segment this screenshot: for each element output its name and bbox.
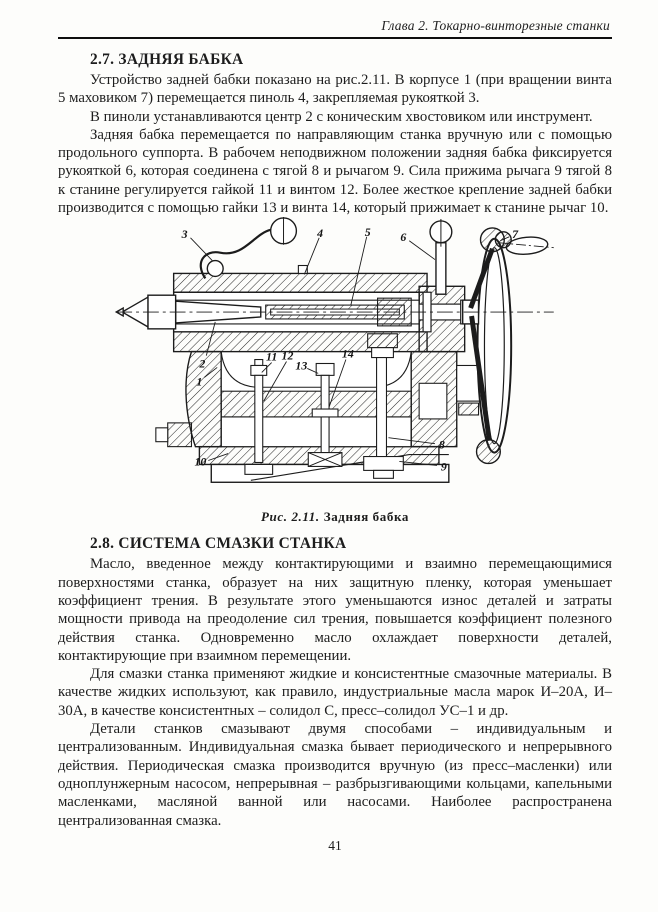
figure-caption-text: Задняя бабка	[323, 509, 409, 525]
figure-caption	[58, 509, 612, 525]
figure-callout-8: 8	[438, 437, 445, 452]
figure-callout-1: 1	[196, 374, 203, 389]
section-2-8-title: 2.8. СИСТЕМА СМАЗКИ СТАНКА	[90, 535, 347, 553]
running-header	[58, 18, 612, 34]
figure-callout-5: 5	[364, 225, 371, 240]
lever-bracket	[457, 366, 481, 415]
locking-handle	[430, 219, 452, 294]
section-2-7-title: 2.7. ЗАДНЯЯ БАБКА	[90, 51, 244, 68]
figure-callout-4: 4	[317, 226, 324, 241]
tailstock-body	[116, 217, 554, 482]
adjusting-screw	[156, 423, 192, 447]
paragraph: Задняя бабка перемещается по направляющим станка вручную или с помощью продольного суппорта. В рабочем неподвижном положении задняя бабка фиксируется рукояткой 6, которая соединена с тягой 8 и рычагом 9. Сила прижима рычага 9 тягой 8 к станине регулируется гайкой 11 и винтом 12. Более жесткое крепление задней бабки производится с помощью гайки 13 и винта 14, который прижимает к станине рычаг 10.	[58, 126, 612, 217]
chapter-header-text: Глава 2. Токарно-винторезные станки	[381, 18, 610, 33]
figure-2-11	[58, 217, 612, 525]
paragraph: Устройство задней бабки показано на рис.2.11. В корпусе 1 (при вращении винта 5 маховиком 7) перемещается пиноль 4, закрепляемая рукояткой 3.	[58, 72, 612, 107]
figure-callout-14: 14	[341, 346, 354, 361]
figure-callout-3: 3	[181, 227, 188, 242]
figure-callout-7: 7	[512, 227, 519, 242]
tailstock-technical-drawing	[112, 217, 558, 509]
figure-callout-11: 11	[266, 349, 278, 364]
page-number: 41	[328, 837, 342, 853]
figure-callout-13: 13	[295, 358, 308, 373]
paragraph: Детали станков смазывают двумя способами – индивидуальным и централизованным. Индивидуальная смазка бывает периодического и непрерывного действия. Периодическая смазка производится вручную (из пресс–масленки) или одноплунжерным насосом, непрерывная – разбрызгивающими кольцами, капельными масленками, масляной ванной или насосами. Наиболее распространена централизованная смазка.	[58, 721, 612, 829]
figure-callout-12: 12	[281, 348, 294, 363]
header-rule	[58, 37, 612, 39]
paragraph: Для смазки станка применяют жидкие и консистентные смазочные материалы. В качестве жидких используют, как правило, индустриальные масла марок И–20А, И–30А, в качестве консистентных – солидол С, пресс–солидол УС–1 и др.	[58, 666, 612, 719]
figure-callout-10: 10	[194, 454, 207, 469]
figure-callout-2: 2	[199, 356, 206, 371]
figure-callout-9: 9	[440, 459, 447, 474]
handwheel	[463, 228, 554, 464]
paragraph: Масло, введенное между контактирующими и взаимно перемещающимися поверхностями станка, образует на них защитную пленку, которая уменьшает коэффициент трения. В результате этого уменьшаются износ деталей и затраты мощности привода на преодоление сил трения, повышается коэффициент полезного действия станка. Одновременно масло охлаждает поверхности деталей, контактирующие при взаимном перемещении.	[58, 556, 612, 664]
figure-caption-number: Рис. 2.11.	[261, 509, 320, 525]
quill-clamp-lever	[201, 217, 297, 278]
rear-leg	[411, 352, 457, 447]
figure-callout-6: 6	[400, 230, 407, 245]
paragraph: В пиноли устанавливаются центр 2 с коническим хвостовиком или инструмент.	[90, 108, 593, 125]
